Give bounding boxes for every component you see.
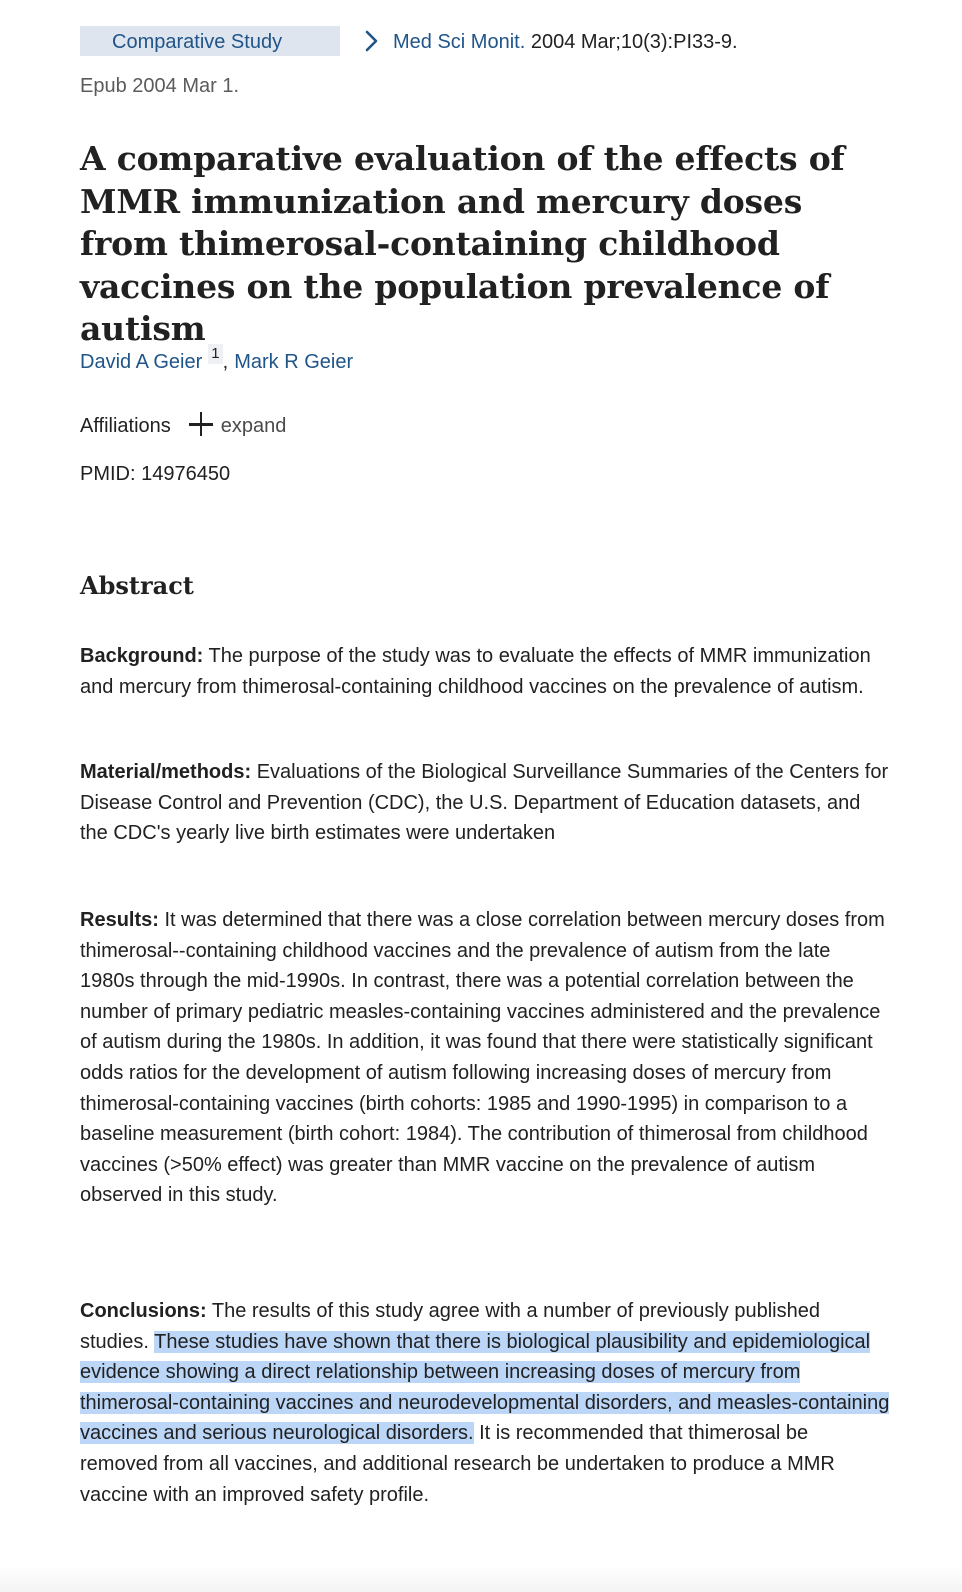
abstract-methods [80,757,890,849]
background-text: The purpose of the study was to evaluate the effects of MMR immunization and mercury from thimerosal-containing childhood vaccines on the prevalence of autism. [80,645,871,698]
abstract-heading: Abstract [80,571,194,600]
expand-label[interactable]: expand [220,415,287,437]
conclusions-text-after: It is recommended that thimerosal be removed from all vaccines, and additional research be undertaken to produce a MMR vaccine with an improved safety profile. [80,1422,835,1506]
publication-type-badge: Comparative Study [80,26,340,56]
epub-date: Epub 2004 Mar 1. [80,75,239,97]
abstract-results [80,905,890,1211]
citation-text: 2004 Mar;10(3):PI33-9. [525,31,738,53]
page-bottom-shade [0,1566,962,1592]
affiliations-toggle[interactable] [80,411,286,441]
conclusions-text-before: The results of this study agree with a number of previously published studies. [80,1300,820,1353]
plus-icon[interactable] [189,412,213,436]
author-link-mark-geier[interactable]: Mark R Geier [234,351,354,373]
abstract-background [80,641,890,702]
pmid-label: PMID: [80,463,136,485]
methods-label: Material/methods: [80,761,252,783]
methods-text: Evaluations of the Biological Surveillance Summaries of the Centers for Disease Control and Prevention (CDC), the U.S. Department of Education datasets, and the CDC's yearly live birth estimates were undertaken [80,761,889,845]
background-label: Background: [80,645,204,667]
journal-citation [393,26,738,58]
results-label: Results: [80,909,159,931]
citation-header [80,26,890,56]
affiliation-ref-button[interactable]: 1 [208,344,222,364]
chevron-right-icon [362,30,382,52]
abstract-conclusions [80,1296,890,1510]
authors-list [80,344,353,377]
pmid-value: 14976450 [141,463,231,485]
selected-text-highlight[interactable]: These studies have shown that there is biological plausibility and epidemiological evidence showing a direct relationship between increasing doses of mercury from thimerosal-containing vaccines and neurodevelopmental disorders, and measles-containing vaccines and serious neurological disorders. [80,1330,890,1445]
author-link-david-geier[interactable]: David A Geier [80,351,203,373]
pmid [80,459,230,489]
results-text: It was determined that there was a close correlation between mercury doses from thimerosal--containing childhood vaccines and the prevalence of autism from the late 1980s through the mid-1990s. In contrast, there was a potential correlation between the number of primary pediatric measles-containing vaccines administered and the prevalence of autism during the 1980s. In addition, it was found that there were statistically significant odds ratios for the development of autism following increasing doses of mercury from thimerosal-containing vaccines (birth cohorts: 1985 and 1990-1995) in comparison to a baseline measurement (birth cohort: 1984). The contribution of thimerosal from childhood vaccines (>50% effect) was greater than MMR vaccine on the prevalence of autism observed in this study. [80,909,885,1207]
affiliations-label: Affiliations [80,415,171,437]
article-title: A comparative evaluation of the effects of MMR immunization and mercury doses from thimerosal-containing childhood vaccines on the population prevalence of autism [80,139,845,348]
journal-link[interactable]: Med Sci Monit. [393,31,526,53]
conclusions-label: Conclusions: [80,1300,207,1322]
author-separator: , [222,351,229,373]
